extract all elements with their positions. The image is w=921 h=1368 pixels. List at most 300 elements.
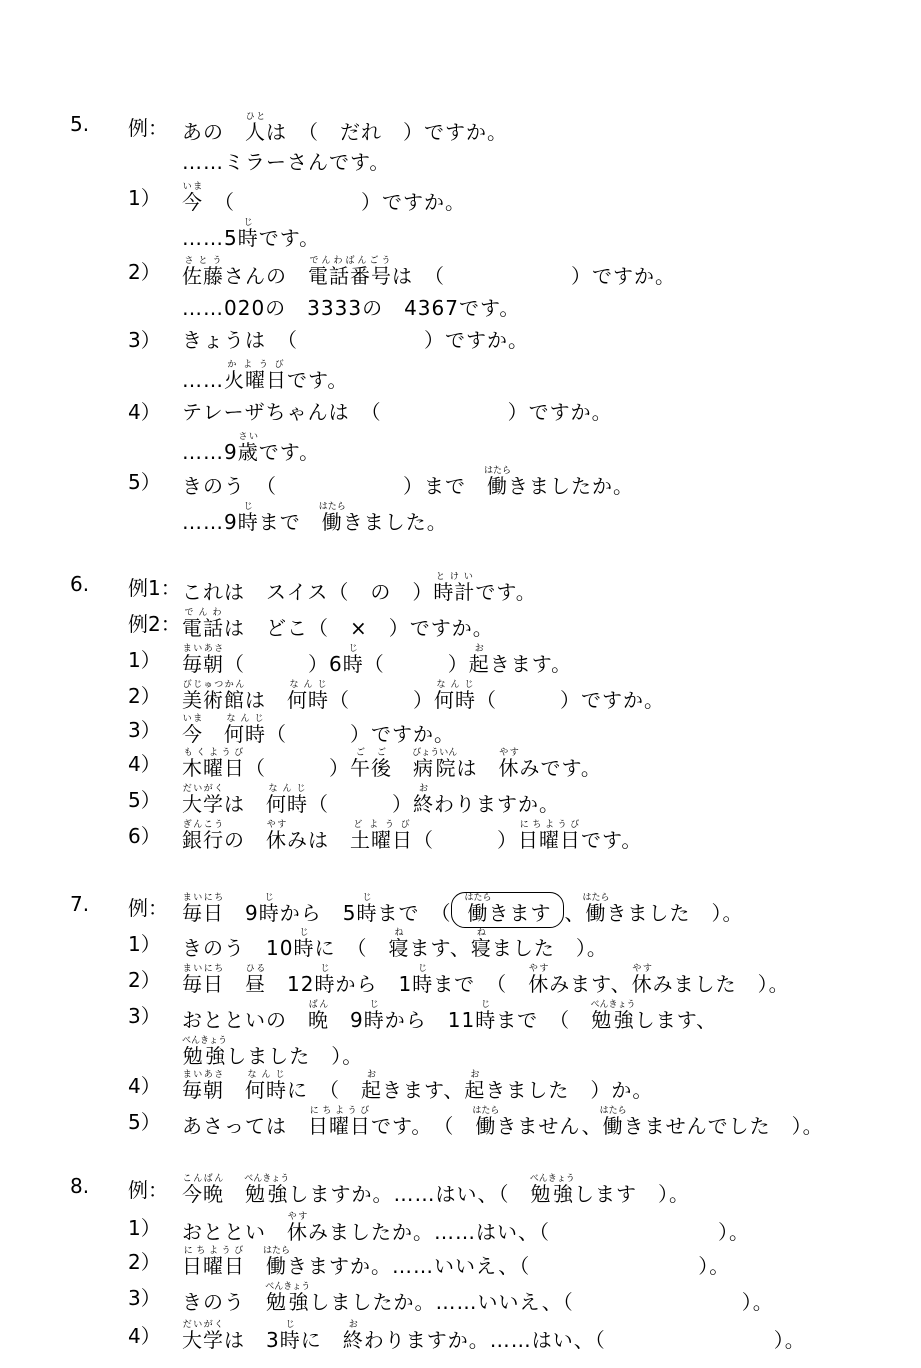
- furigana: じ: [475, 1000, 497, 1010]
- text-segment: は （ だれ ）ですか。: [266, 120, 508, 144]
- item-label: 5）: [128, 788, 161, 812]
- kanji-with-furigana: [182, 714, 203, 746]
- item-text: [182, 1070, 653, 1103]
- furigana: にちようび: [182, 1246, 245, 1256]
- text-segment: から 1: [335, 972, 413, 996]
- furigana: にちようび: [518, 820, 581, 830]
- item-label: 1）: [128, 932, 161, 956]
- kanji-base: 休: [287, 1220, 308, 1244]
- kanji-with-furigana: [182, 1070, 224, 1102]
- item-label: 5）: [128, 1110, 161, 1134]
- kanji-with-furigana: [350, 820, 413, 852]
- text-segment: [224, 972, 245, 996]
- kanji-base: 今晩: [182, 1182, 224, 1206]
- kanji-with-furigana: [182, 748, 245, 780]
- text-segment: （ ）: [308, 792, 413, 816]
- text-segment: （ ）: [245, 756, 350, 780]
- item-text: [182, 432, 320, 465]
- text-segment: です。 （: [371, 1114, 476, 1138]
- kanji-base: 時: [356, 901, 378, 925]
- text-segment: （ ）: [329, 688, 434, 712]
- text-segment: （ ）6: [224, 652, 343, 676]
- text-segment: これは スイス（ の ）: [182, 580, 434, 604]
- item-label: 2）: [128, 260, 161, 284]
- text-segment: ……020の 3333の 4367です。: [182, 296, 521, 320]
- text-segment: は: [224, 792, 266, 816]
- kanji-base: 佐藤: [182, 264, 224, 288]
- kanji-with-furigana: [182, 1174, 224, 1206]
- kanji-with-furigana: [237, 218, 259, 250]
- kanji-base: 勉強: [244, 1182, 290, 1206]
- item-label: 4）: [128, 400, 161, 424]
- kanji-base: 火曜日: [224, 368, 287, 392]
- text-segment: きません、: [496, 1114, 603, 1138]
- text-segment: は: [245, 688, 287, 712]
- furigana: はたら: [464, 893, 492, 903]
- kanji-base: 勉強: [182, 1044, 228, 1068]
- text-segment: に: [300, 1328, 343, 1352]
- furigana: まいあさ: [182, 1070, 224, 1080]
- kanji-with-furigana: [182, 1036, 228, 1068]
- furigana: いま: [182, 714, 203, 724]
- item-label: 例：: [128, 116, 168, 140]
- item-label: 4）: [128, 1324, 161, 1348]
- text-segment: [224, 1078, 245, 1102]
- kanji-with-furigana: [308, 1000, 329, 1032]
- text-segment: （ ）: [413, 828, 518, 852]
- item-text: [182, 572, 537, 605]
- kanji-base: 時: [279, 1328, 301, 1352]
- text-segment: みは: [287, 828, 350, 852]
- kanji-with-furigana: [224, 714, 266, 746]
- furigana: べんきょう: [244, 1174, 290, 1184]
- item-text: [182, 964, 790, 997]
- furigana: じ: [237, 502, 259, 512]
- text-segment: わりますか。: [434, 792, 560, 816]
- kanji-with-furigana: [498, 748, 520, 780]
- kanji-base: 美術館: [182, 688, 245, 712]
- kanji-base: 土曜日: [350, 828, 413, 852]
- furigana: はたら: [599, 1106, 627, 1116]
- kanji-base: 時: [293, 936, 315, 960]
- kanji-base: 大学: [182, 792, 224, 816]
- item-text: [182, 466, 634, 499]
- kanji-base: 晩: [308, 1008, 329, 1032]
- item-text: [182, 1320, 806, 1353]
- text-segment: ……: [182, 368, 224, 392]
- item-label: 2）: [128, 1250, 161, 1274]
- text-segment: 9: [224, 901, 259, 925]
- kanji-with-furigana: [342, 644, 364, 676]
- text-segment: きのう: [182, 1290, 266, 1314]
- text-segment: に （: [314, 936, 389, 960]
- item-label: 1）: [128, 648, 161, 672]
- kanji-base: 時: [475, 1008, 497, 1032]
- furigana: はたら: [582, 893, 610, 903]
- item-text: [182, 784, 560, 817]
- text-segment: です。: [258, 440, 321, 464]
- kanji-with-furigana: [182, 256, 224, 288]
- item-text: [182, 396, 613, 425]
- kanji-with-furigana: [245, 964, 266, 996]
- text-segment: は: [456, 756, 499, 780]
- kanji-with-furigana: [464, 893, 492, 925]
- kanji-with-furigana: [237, 432, 259, 464]
- kanji-with-furigana: [287, 680, 329, 712]
- text-segment: は （ ）ですか。: [392, 264, 676, 288]
- item-label: 2）: [128, 684, 161, 708]
- furigana: お: [468, 644, 490, 654]
- item-text: [182, 1106, 824, 1139]
- furigana: はたら: [263, 1246, 291, 1256]
- item-text: [182, 608, 494, 641]
- item-label: 1）: [128, 186, 161, 210]
- furigana: じ: [237, 218, 259, 228]
- kanji-base: 電話番号: [308, 264, 392, 288]
- text-segment: みましたか。……はい、（ ）。: [308, 1220, 750, 1244]
- item-label: 4）: [128, 752, 161, 776]
- text-segment: します ）。: [574, 1182, 691, 1206]
- item-label: 2）: [128, 968, 161, 992]
- text-segment: きのう 10: [182, 936, 294, 960]
- furigana: にちようび: [308, 1106, 371, 1116]
- kanji-with-furigana: [350, 748, 392, 780]
- furigana: お: [464, 1070, 486, 1080]
- item-text: [182, 218, 320, 251]
- kanji-with-furigana: [182, 820, 224, 852]
- kanji-with-furigana: [484, 466, 512, 498]
- text-segment: きました ）か。: [485, 1078, 654, 1102]
- kanji-base: 寝: [388, 936, 410, 960]
- item-text: [182, 1246, 730, 1279]
- furigana: なんじ: [266, 784, 308, 794]
- text-segment: きました ）。: [606, 901, 744, 925]
- item-label: 例：: [128, 1178, 168, 1202]
- furigana: びじゅつかん: [182, 680, 245, 690]
- furigana: ひと: [245, 112, 266, 122]
- kanji-base: 休: [528, 972, 550, 996]
- furigana: べんきょう: [265, 1282, 311, 1292]
- kanji-with-furigana: [472, 1106, 500, 1138]
- kanji-base: 時計: [433, 580, 476, 604]
- text-segment: きませんでした ）。: [623, 1114, 824, 1138]
- kanji-with-furigana: [266, 820, 287, 852]
- text-segment: しました ）。: [226, 1044, 364, 1068]
- kanji-with-furigana: [224, 360, 287, 392]
- kanji-with-furigana: [518, 820, 581, 852]
- text-segment: みます、: [549, 972, 632, 996]
- kanji-base: 起: [468, 652, 490, 676]
- furigana: はたら: [484, 466, 512, 476]
- text-segment: ……5: [182, 226, 238, 250]
- furigana: どようび: [350, 820, 413, 830]
- item-text: [182, 1282, 774, 1315]
- kanji-base: 時: [363, 1008, 385, 1032]
- text-segment: まで （: [496, 1008, 592, 1032]
- kanji-base: 時: [314, 972, 336, 996]
- kanji-with-furigana: [631, 964, 653, 996]
- item-text: [182, 360, 348, 393]
- kanji-with-furigana: [464, 1070, 486, 1102]
- item-text: [182, 112, 508, 145]
- kanji-base: 終: [342, 1328, 364, 1352]
- kanji-base: 毎朝: [182, 1078, 224, 1102]
- furigana: じ: [258, 893, 280, 903]
- kanji-base: 働: [484, 474, 511, 498]
- kanji-with-furigana: [182, 893, 224, 925]
- text-segment: です。: [258, 226, 321, 250]
- item-label: 6）: [128, 824, 161, 848]
- kanji-with-furigana: [182, 680, 245, 712]
- furigana: さとう: [182, 256, 224, 266]
- kanji-with-furigana: [318, 502, 346, 534]
- furigana: じ: [412, 964, 434, 974]
- text-segment: [224, 1182, 245, 1206]
- item-text: [182, 1000, 717, 1033]
- kanji-base: 時: [342, 652, 364, 676]
- text-segment: （ ）ですか。: [266, 722, 455, 746]
- kanji-with-furigana: [279, 1320, 301, 1352]
- kanji-with-furigana: [582, 893, 610, 925]
- section-number: 8.: [70, 1174, 90, 1198]
- kanji-base: 休: [631, 972, 653, 996]
- kanji-base: 何時: [245, 1078, 287, 1102]
- kanji-base: 勉強: [529, 1182, 575, 1206]
- item-text: [182, 324, 529, 353]
- furigana: べんきょう: [182, 1036, 228, 1046]
- section-number: 7.: [70, 892, 90, 916]
- text-segment: きますか。……いいえ、（ ）。: [287, 1254, 731, 1278]
- kanji-base: 病院: [412, 756, 458, 780]
- text-segment: まで: [258, 510, 322, 534]
- item-label: 3）: [128, 1286, 161, 1310]
- item-label: 4）: [128, 1074, 161, 1098]
- text-segment: 12: [266, 972, 315, 996]
- furigana: やす: [528, 964, 550, 974]
- furigana: まいにち: [182, 964, 224, 974]
- kanji-with-furigana: [528, 964, 550, 996]
- text-segment: あの: [182, 120, 245, 144]
- text-segment: （ ）: [363, 652, 469, 676]
- text-segment: は どこ（ × ）ですか。: [224, 616, 494, 640]
- kanji-base: 日曜日: [182, 1254, 245, 1278]
- kanji-with-furigana: [590, 1000, 636, 1032]
- kanji-with-furigana: [314, 964, 336, 996]
- kanji-base: 今: [182, 190, 203, 214]
- kanji-with-furigana: [413, 784, 434, 816]
- kanji-with-furigana: [433, 572, 476, 604]
- text-segment: です。: [475, 580, 537, 604]
- item-text: [182, 928, 608, 961]
- text-segment: ました ）。: [491, 936, 608, 960]
- kanji-base: 勉強: [590, 1008, 636, 1032]
- furigana: なんじ: [434, 680, 476, 690]
- kanji-with-furigana: [363, 1000, 385, 1032]
- text-segment: きます: [488, 901, 552, 925]
- furigana: なんじ: [245, 1070, 287, 1080]
- text-segment: きます、: [382, 1078, 465, 1102]
- kanji-with-furigana: [388, 928, 410, 960]
- furigana: ごご: [350, 748, 392, 758]
- kanji-base: 働: [472, 1114, 500, 1138]
- text-segment: わりますか。……はい、（ ）。: [363, 1328, 806, 1352]
- item-text: [182, 892, 744, 928]
- kanji-base: 毎朝: [182, 652, 224, 676]
- kanji-base: 何時: [266, 792, 308, 816]
- kanji-base: 時: [258, 901, 280, 925]
- item-label: 5）: [128, 470, 161, 494]
- kanji-base: 日曜日: [518, 828, 581, 852]
- item-text: [182, 1036, 363, 1069]
- text-segment: から 5: [279, 901, 357, 925]
- text-segment: みました ）。: [652, 972, 790, 996]
- text-segment: しますか。……はい、（: [288, 1182, 531, 1206]
- circled-answer: [451, 892, 564, 928]
- kanji-with-furigana: [308, 256, 392, 288]
- kanji-with-furigana: [182, 644, 224, 676]
- kanji-base: 何時: [224, 722, 266, 746]
- kanji-base: 人: [245, 120, 266, 144]
- furigana: もくようび: [182, 748, 245, 758]
- furigana: やす: [631, 964, 653, 974]
- item-label: 3）: [128, 718, 161, 742]
- item-text: [182, 680, 665, 713]
- kanji-with-furigana: [182, 1320, 224, 1352]
- furigana: だいがく: [182, 784, 224, 794]
- text-segment: に （: [287, 1078, 361, 1102]
- text-segment: さんの: [224, 264, 308, 288]
- item-label: 3）: [128, 328, 161, 352]
- text-segment: ……ミラーさんです。: [182, 150, 391, 174]
- text-segment: します、: [634, 1008, 718, 1032]
- kanji-base: 大学: [182, 1328, 224, 1352]
- kanji-base: 働: [318, 510, 346, 534]
- furigana: ばん: [308, 1000, 329, 1010]
- text-segment: 、: [564, 901, 586, 925]
- furigana: さい: [237, 432, 259, 442]
- item-text: [182, 146, 390, 175]
- kanji-base: 歳: [237, 440, 259, 464]
- kanji-with-furigana: [245, 112, 266, 144]
- kanji-base: 今: [182, 722, 203, 746]
- furigana: やす: [287, 1212, 308, 1222]
- kanji-base: 日曜日: [308, 1114, 371, 1138]
- item-label: 例2：: [128, 612, 181, 636]
- text-segment: の: [224, 828, 266, 852]
- item-label: 1）: [128, 1216, 161, 1240]
- item-text: [182, 748, 602, 781]
- furigana: じ: [293, 928, 315, 938]
- kanji-with-furigana: [263, 1246, 291, 1278]
- item-text: [182, 1174, 690, 1207]
- kanji-base: 働: [464, 901, 492, 925]
- item-text: [182, 644, 572, 677]
- kanji-base: 電話: [182, 616, 224, 640]
- item-text: [182, 292, 520, 321]
- kanji-with-furigana: [266, 784, 308, 816]
- text-segment: まで （: [377, 901, 452, 925]
- furigana: まいにち: [182, 893, 224, 903]
- kanji-with-furigana: [412, 748, 458, 780]
- kanji-with-furigana: [244, 1174, 290, 1206]
- kanji-base: 時: [412, 972, 434, 996]
- kanji-with-furigana: [182, 608, 224, 640]
- kanji-with-furigana: [412, 964, 434, 996]
- text-segment: しましたか。……いいえ、（ ）。: [309, 1290, 774, 1314]
- furigana: こんばん: [182, 1174, 224, 1184]
- kanji-with-furigana: [182, 1246, 245, 1278]
- kanji-with-furigana: [245, 1070, 287, 1102]
- kanji-base: 起: [361, 1078, 382, 1102]
- furigana: やす: [266, 820, 287, 830]
- kanji-with-furigana: [258, 893, 280, 925]
- furigana: ね: [470, 928, 492, 938]
- text-segment: [392, 756, 413, 780]
- kanji-with-furigana: [308, 1106, 371, 1138]
- text-segment: （ ）ですか。: [476, 688, 665, 712]
- text-segment: テレーザちゃんは （ ）ですか。: [182, 400, 613, 424]
- text-segment: きます。: [489, 652, 573, 676]
- text-segment: [203, 722, 224, 746]
- furigana: とけい: [433, 572, 476, 582]
- kanji-with-furigana: [470, 928, 492, 960]
- furigana: ひる: [245, 964, 266, 974]
- item-text: [182, 502, 448, 535]
- kanji-with-furigana: [434, 680, 476, 712]
- kanji-base: 時: [237, 226, 259, 250]
- kanji-base: 昼: [245, 972, 266, 996]
- furigana: かようび: [224, 360, 287, 370]
- kanji-with-furigana: [182, 182, 203, 214]
- kanji-base: 起: [464, 1078, 486, 1102]
- text-segment: です。: [581, 828, 643, 852]
- text-segment: みです。: [519, 756, 602, 780]
- furigana: お: [361, 1070, 382, 1080]
- item-text: [182, 714, 455, 747]
- text-segment: （ ）ですか。: [203, 190, 466, 214]
- furigana: はたら: [318, 502, 346, 512]
- kanji-with-furigana: [265, 1282, 311, 1314]
- kanji-with-furigana: [287, 1212, 308, 1244]
- kanji-with-furigana: [529, 1174, 575, 1206]
- kanji-with-furigana: [182, 784, 224, 816]
- kanji-base: 働: [263, 1254, 290, 1278]
- kanji-base: 午後: [350, 756, 392, 780]
- text-segment: ます、: [409, 936, 471, 960]
- kanji-base: 木曜日: [182, 756, 245, 780]
- kanji-base: 何時: [434, 688, 476, 712]
- kanji-base: 働: [599, 1114, 627, 1138]
- kanji-base: 休: [266, 828, 287, 852]
- furigana: でんわばんごう: [308, 256, 392, 266]
- text-segment: きのう （ ）まで: [182, 474, 487, 498]
- furigana: お: [413, 784, 434, 794]
- text-segment: あさっては: [182, 1114, 308, 1138]
- item-text: [182, 182, 466, 215]
- furigana: なんじ: [224, 714, 266, 724]
- furigana: べんきょう: [590, 1000, 636, 1010]
- kanji-base: 終: [413, 792, 434, 816]
- furigana: でんわ: [182, 608, 224, 618]
- text-segment: ……9: [182, 510, 238, 534]
- kanji-base: 銀行: [182, 828, 224, 852]
- kanji-with-furigana: [468, 644, 490, 676]
- text-segment: まで （: [433, 972, 529, 996]
- kanji-base: 働: [582, 901, 610, 925]
- text-segment: ……9: [182, 440, 238, 464]
- furigana: ぎんこう: [182, 820, 224, 830]
- kanji-base: 何時: [287, 688, 329, 712]
